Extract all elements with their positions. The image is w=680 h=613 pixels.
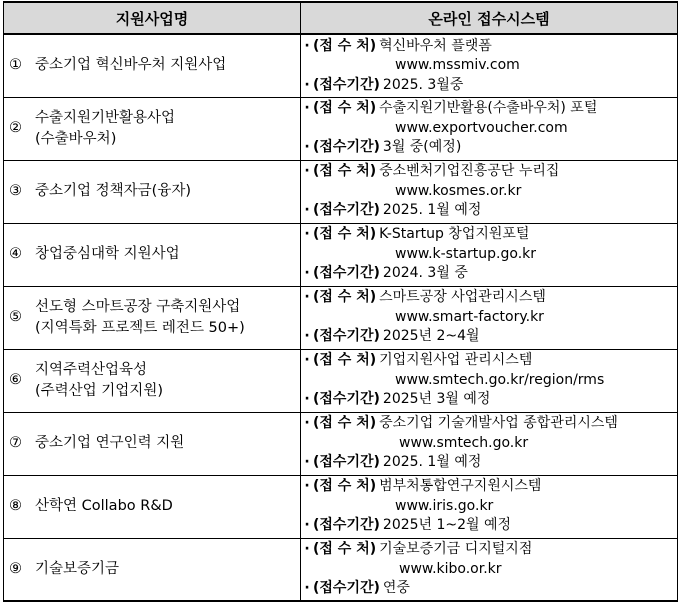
header-program-name: 지원사업명 xyxy=(4,2,301,34)
table-row xyxy=(4,349,678,412)
period-label: (접수기간) xyxy=(313,517,380,534)
period-line xyxy=(301,264,677,284)
header-online-system: 온라인 접수시스템 xyxy=(301,2,678,34)
bullet-icon: · xyxy=(304,391,310,408)
system-cell xyxy=(301,160,678,223)
program-subname: (지역특화 프로젝트 레전드 50+) xyxy=(35,319,245,336)
system-url[interactable]: www.iris.go.kr xyxy=(395,497,494,514)
bullet-icon: · xyxy=(304,352,310,369)
program-name: 중소기업 정책자금(융자) xyxy=(35,183,191,199)
table-row xyxy=(4,97,678,160)
system-cell xyxy=(301,349,678,412)
office-value: 기술보증기금 디지털지점 xyxy=(379,541,533,557)
period-label: (접수기간) xyxy=(313,139,380,156)
office-label: (접 수 처) xyxy=(313,541,377,557)
period-line xyxy=(301,327,677,347)
system-url[interactable]: www.kibo.or.kr xyxy=(399,560,502,577)
period-line xyxy=(301,516,677,536)
program-name: 중소기업 연구인력 지원 xyxy=(35,435,185,451)
period-value: 2025년 3월 예정 xyxy=(382,391,491,408)
period-line xyxy=(301,453,677,473)
bullet-icon: · xyxy=(304,37,310,54)
office-line xyxy=(301,162,677,182)
program-number: ⑥ xyxy=(9,372,22,388)
office-line xyxy=(301,37,677,57)
period-value: 2025. 3월중 xyxy=(382,76,464,93)
period-label: (접수기간) xyxy=(313,202,380,219)
system-url[interactable]: www.k-startup.go.kr xyxy=(395,245,537,262)
program-cell xyxy=(4,475,301,538)
bullet-icon: · xyxy=(304,517,310,534)
period-label: (접수기간) xyxy=(313,391,380,408)
office-label: (접 수 처) xyxy=(313,289,377,306)
period-label: (접수기간) xyxy=(313,76,380,93)
table-header-row xyxy=(4,2,678,34)
program-number: ① xyxy=(9,57,22,74)
office-line xyxy=(301,288,677,308)
table-row xyxy=(4,160,678,223)
program-cell xyxy=(4,34,301,97)
office-label: (접 수 처) xyxy=(313,478,377,495)
system-cell xyxy=(301,286,678,349)
program-number: ⑦ xyxy=(9,435,22,451)
office-label: (접 수 처) xyxy=(313,226,377,243)
system-url[interactable]: www.smtech.go.kr xyxy=(399,434,529,451)
system-url[interactable]: www.kosmes.or.kr xyxy=(395,182,522,199)
period-label: (접수기간) xyxy=(313,454,380,471)
period-value: 2024. 3월 중 xyxy=(382,265,468,282)
bullet-icon: · xyxy=(304,580,310,596)
period-line xyxy=(301,201,677,221)
system-url[interactable]: www.smtech.go.kr/region/rms xyxy=(395,371,605,388)
office-value: 스마트공장 사업관리시스템 xyxy=(379,289,546,306)
program-number: ② xyxy=(9,120,22,136)
program-cell xyxy=(4,97,301,160)
program-cell xyxy=(4,223,301,286)
office-label: (접 수 처) xyxy=(313,352,377,369)
office-line xyxy=(301,99,677,119)
program-number: ⑤ xyxy=(9,309,22,325)
bullet-icon: · xyxy=(304,265,310,282)
bullet-icon: · xyxy=(304,139,310,156)
office-label: (접 수 처) xyxy=(313,100,377,117)
office-value: 혁신바우처 플랫폼 xyxy=(379,37,492,54)
office-value: 중소기업 기술개발사업 종합관리시스템 xyxy=(379,415,618,432)
period-value: 2025년 2~4월 xyxy=(382,328,480,345)
system-cell xyxy=(301,475,678,538)
office-value: 중소벤처기업진흥공단 누리집 xyxy=(379,163,560,180)
program-number: ⑨ xyxy=(9,560,22,577)
office-value: K-Startup 창업지원포털 xyxy=(379,226,530,243)
period-value: 2025년 1~2월 예정 xyxy=(382,517,512,534)
table-row xyxy=(4,475,678,538)
period-value: 연중 xyxy=(382,580,410,596)
program-name: 지역주력산업육성 xyxy=(35,361,148,378)
program-name: 수출지원기반활용사업 xyxy=(35,109,176,126)
office-label: (접 수 처) xyxy=(313,37,377,54)
system-cell xyxy=(301,412,678,475)
period-line xyxy=(301,579,677,599)
period-value: 2025. 1월 예정 xyxy=(382,202,482,219)
office-line xyxy=(301,225,677,245)
period-line xyxy=(301,76,677,96)
office-line xyxy=(301,540,677,560)
bullet-icon: · xyxy=(304,226,310,243)
office-line xyxy=(301,477,677,497)
program-subname: (수출바우처) xyxy=(35,130,117,147)
bullet-icon: · xyxy=(304,478,310,495)
program-name: 창업중심대학 지원사업 xyxy=(35,246,180,262)
office-line xyxy=(301,414,677,434)
office-label: (접 수 처) xyxy=(313,163,377,180)
bullet-icon: · xyxy=(304,328,310,345)
bullet-icon: · xyxy=(304,163,310,180)
program-name: 선도형 스마트공장 구축지원사업 xyxy=(35,298,241,315)
office-line xyxy=(301,351,677,371)
program-cell xyxy=(4,538,301,601)
period-label: (접수기간) xyxy=(313,265,380,282)
program-number: ③ xyxy=(9,183,22,199)
system-cell xyxy=(301,97,678,160)
table-row xyxy=(4,34,678,97)
system-url[interactable]: www.smart-factory.kr xyxy=(395,308,544,325)
program-cell xyxy=(4,412,301,475)
program-name: 기술보증기금 xyxy=(35,560,120,577)
bullet-icon: · xyxy=(304,202,310,219)
bullet-icon: · xyxy=(304,289,310,306)
program-cell xyxy=(4,349,301,412)
period-line xyxy=(301,138,677,158)
program-cell xyxy=(4,286,301,349)
bullet-icon: · xyxy=(304,454,310,471)
support-program-table xyxy=(3,1,678,602)
system-cell xyxy=(301,34,678,97)
office-value: 수출지원기반활용(수출바우처) 포털 xyxy=(379,100,598,117)
period-label: (접수기간) xyxy=(313,580,380,596)
period-label: (접수기간) xyxy=(313,328,380,345)
office-value: 범부처통합연구지원시스템 xyxy=(379,478,542,495)
program-number: ⑧ xyxy=(9,498,22,514)
program-cell xyxy=(4,160,301,223)
office-value: 기업지원사업 관리시스템 xyxy=(379,352,533,369)
office-label: (접 수 처) xyxy=(313,415,377,432)
table-row xyxy=(4,286,678,349)
table-body xyxy=(4,34,678,601)
system-cell xyxy=(301,538,678,601)
table-row xyxy=(4,538,678,601)
table-row xyxy=(4,223,678,286)
program-subname: (주력산업 기업지원) xyxy=(35,382,163,399)
period-value: 2025. 1월 예정 xyxy=(382,454,482,471)
program-number: ④ xyxy=(9,246,22,262)
program-name: 산학연 Collabo R&D xyxy=(35,498,173,514)
program-name: 중소기업 혁신바우처 지원사업 xyxy=(35,57,227,74)
bullet-icon: · xyxy=(304,415,310,432)
bullet-icon: · xyxy=(304,541,310,557)
table-row xyxy=(4,412,678,475)
system-url[interactable]: www.exportvoucher.com xyxy=(395,119,568,136)
bullet-icon: · xyxy=(304,100,310,117)
period-line xyxy=(301,390,677,410)
period-value: 3월 중(예정) xyxy=(382,139,462,156)
bullet-icon: · xyxy=(304,76,310,93)
system-url[interactable]: www.mssmiv.com xyxy=(395,57,520,73)
system-cell xyxy=(301,223,678,286)
